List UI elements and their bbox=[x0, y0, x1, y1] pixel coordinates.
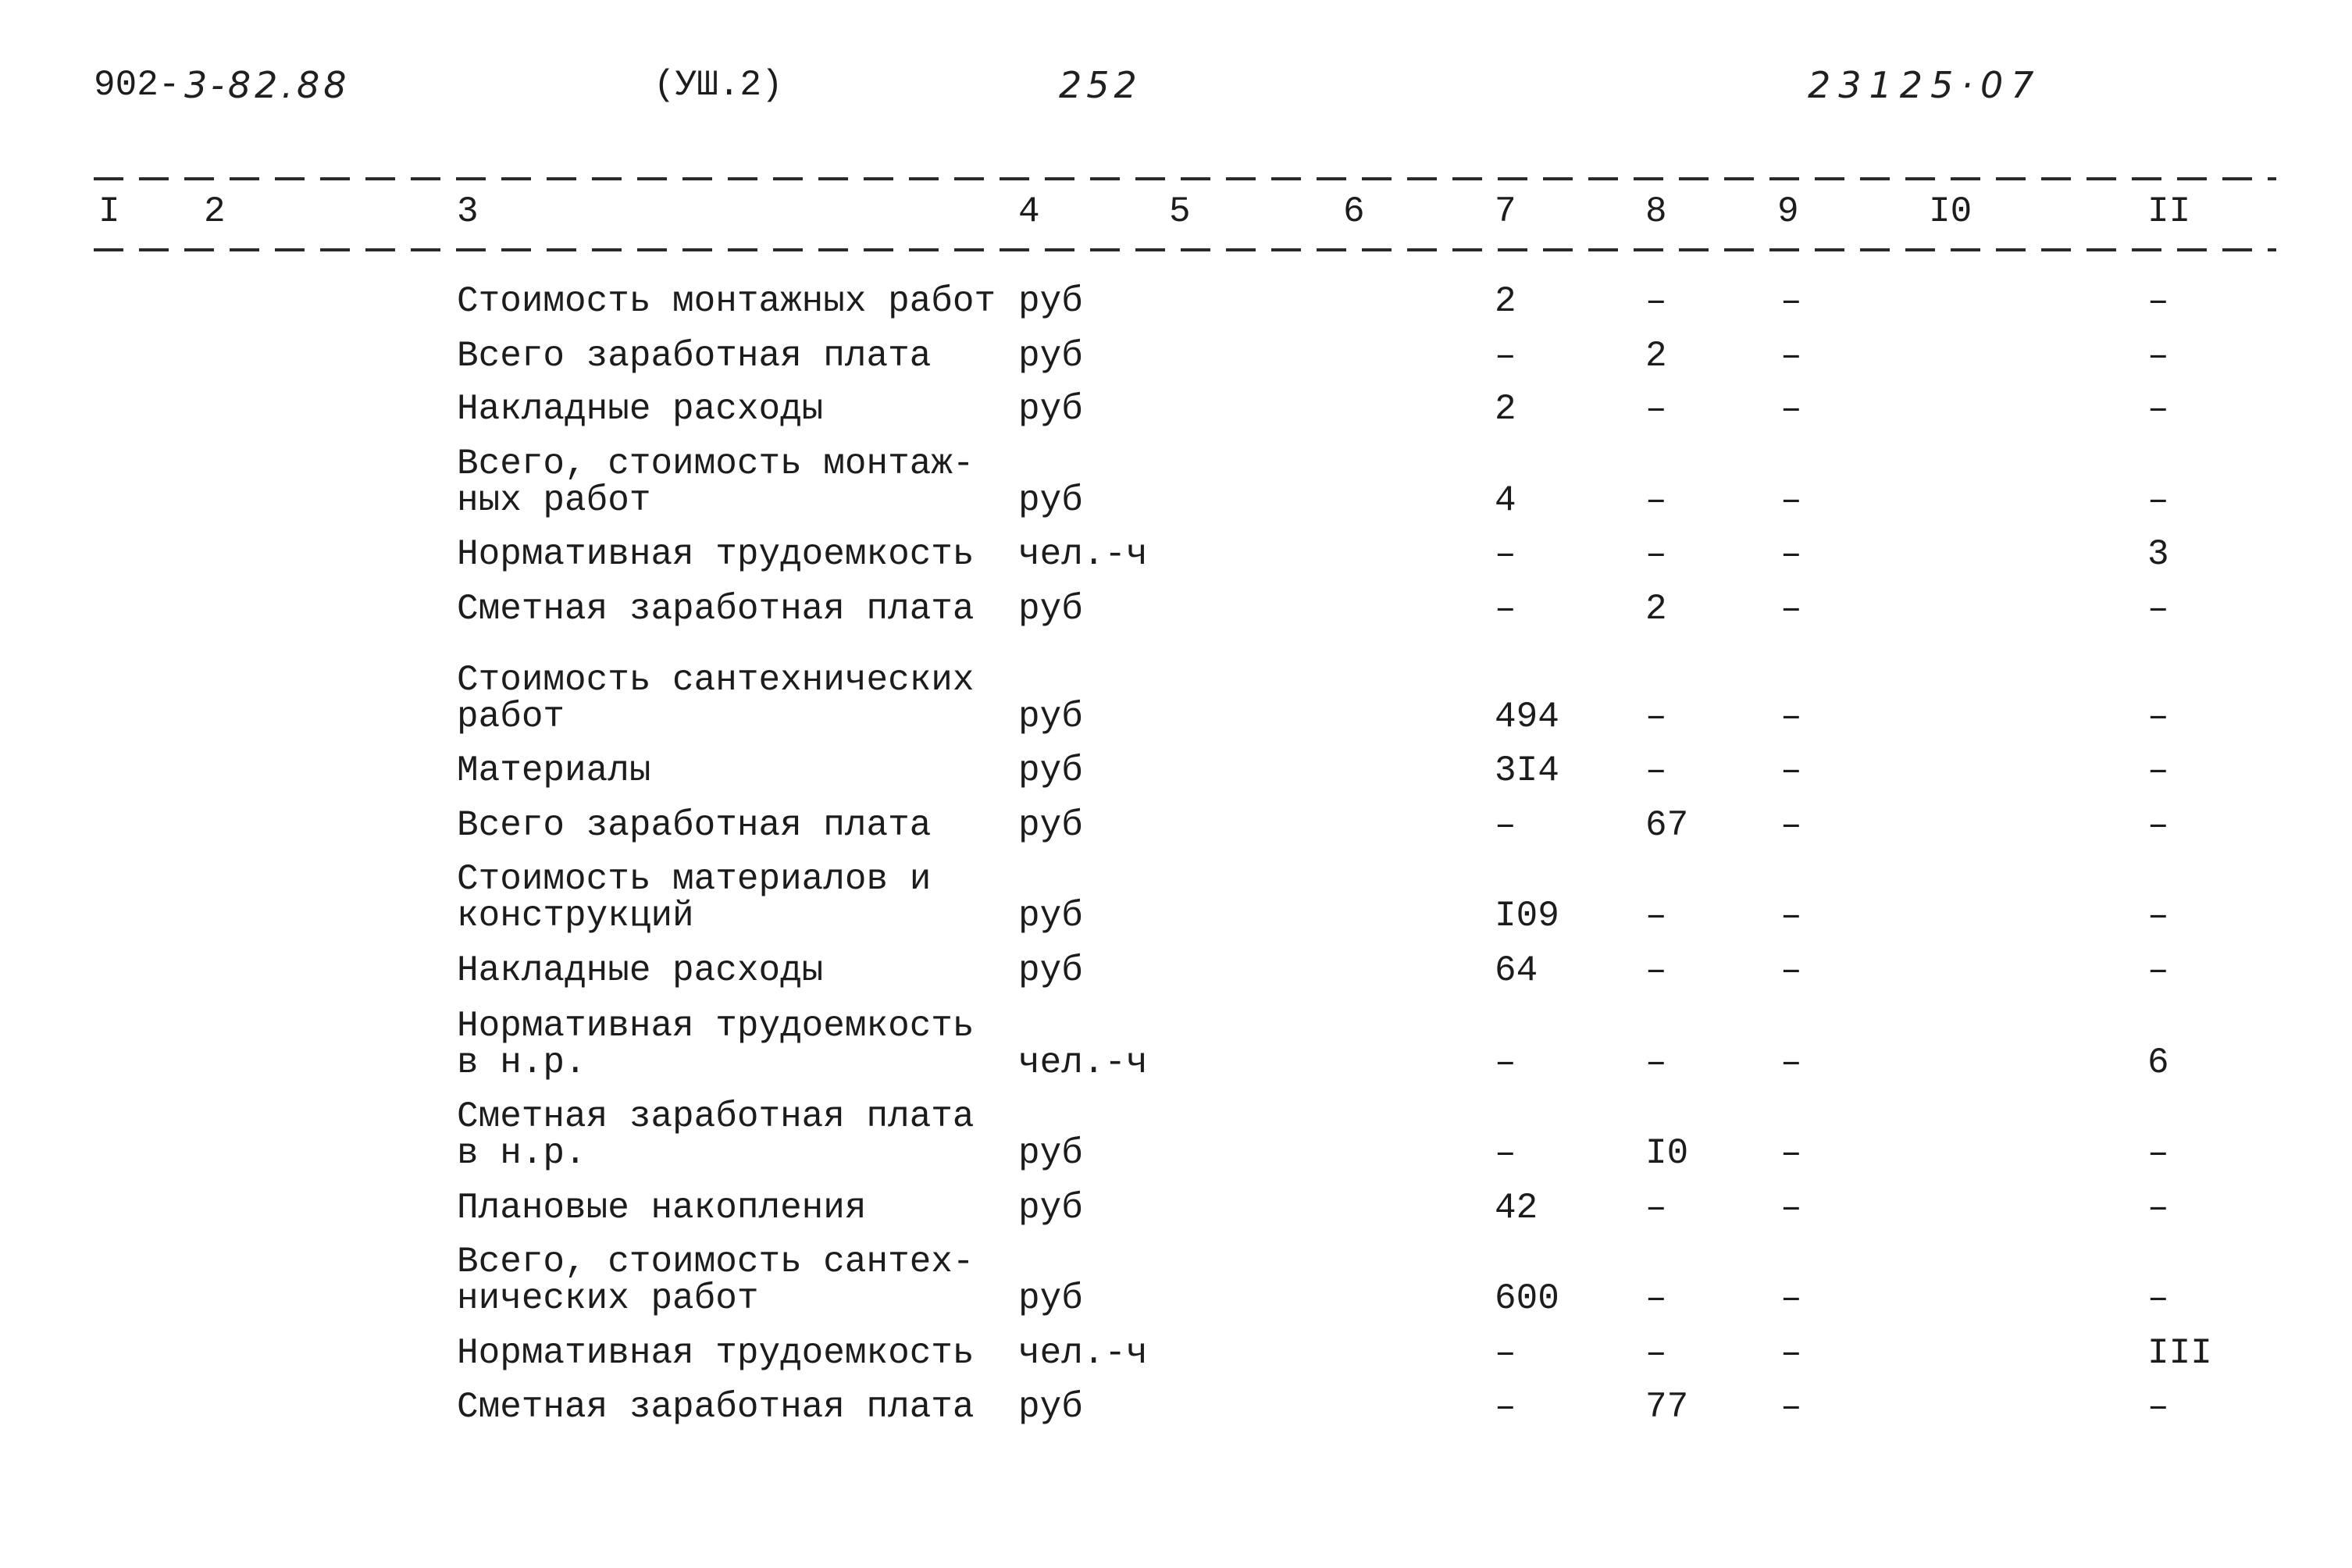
table-row bbox=[0, 1096, 2352, 1174]
column-header-9: 9 bbox=[1777, 191, 1799, 232]
col7-cell: 2 bbox=[1495, 389, 1516, 429]
row-label-line: Материалы bbox=[457, 750, 651, 791]
section-number: (УШ.2) bbox=[654, 65, 783, 105]
col7-cell: – bbox=[1495, 1133, 1516, 1174]
document-code-printed: 902- bbox=[94, 65, 180, 105]
col9-cell: – bbox=[1780, 389, 1802, 429]
col7-cell: 494 bbox=[1495, 697, 1559, 737]
row-label bbox=[457, 391, 2352, 428]
table-row bbox=[0, 446, 2352, 519]
col9-cell: – bbox=[1780, 281, 1802, 322]
col9-cell: – bbox=[1780, 1278, 1802, 1319]
table-row bbox=[0, 391, 2352, 428]
column-header-10: I0 bbox=[1929, 191, 1972, 232]
unit-cell: руб bbox=[1018, 896, 1083, 936]
table-row bbox=[0, 1335, 2352, 1372]
row-label-line: Стоимость монтажных работ bbox=[457, 281, 996, 322]
row-label bbox=[457, 1096, 2352, 1174]
row-label-line: Нормативная трудоемкость bbox=[457, 1006, 975, 1046]
row-label bbox=[457, 1244, 2352, 1317]
col9-cell: – bbox=[1780, 697, 1802, 737]
col9-cell: – bbox=[1780, 805, 1802, 846]
unit-cell: руб bbox=[1018, 950, 1083, 991]
row-label-line: Стоимость материалов и bbox=[457, 859, 932, 900]
column-header-1: I bbox=[98, 191, 120, 232]
column-header-8: 8 bbox=[1645, 191, 1667, 232]
col8-cell: – bbox=[1645, 1042, 1667, 1083]
unit-cell: руб bbox=[1018, 389, 1083, 429]
col8-cell: – bbox=[1645, 480, 1667, 521]
col11-cell: – bbox=[2147, 750, 2169, 791]
row-label bbox=[457, 283, 2352, 320]
col7-cell: 600 bbox=[1495, 1278, 1559, 1319]
row-label-line: работ bbox=[457, 697, 565, 737]
page-number: 252 bbox=[1059, 64, 1142, 106]
column-header-2: 2 bbox=[204, 191, 226, 232]
col8-cell: 77 bbox=[1645, 1387, 1689, 1427]
row-label bbox=[457, 1190, 2352, 1227]
col7-cell: – bbox=[1495, 1042, 1516, 1083]
row-label bbox=[457, 950, 2352, 991]
row-label-line: в н.р. bbox=[457, 1042, 586, 1083]
row-label bbox=[457, 750, 2352, 791]
col11-cell: – bbox=[2147, 389, 2169, 429]
col8-cell: – bbox=[1645, 1188, 1667, 1228]
row-label bbox=[457, 861, 2352, 935]
col11-cell: – bbox=[2147, 1387, 2169, 1427]
col11-cell: – bbox=[2147, 336, 2169, 376]
table-row bbox=[0, 1389, 2352, 1426]
col8-cell: 67 bbox=[1645, 805, 1689, 846]
col7-cell: – bbox=[1495, 336, 1516, 376]
col11-cell: – bbox=[2147, 896, 2169, 936]
unit-cell: чел.-ч bbox=[1018, 534, 1148, 575]
col9-cell: – bbox=[1780, 950, 1802, 991]
col8-cell: – bbox=[1645, 1333, 1667, 1374]
col11-cell: – bbox=[2147, 697, 2169, 737]
col9-cell: – bbox=[1780, 1387, 1802, 1427]
unit-cell: руб bbox=[1018, 589, 1083, 629]
unit-cell: руб bbox=[1018, 1188, 1083, 1228]
col11-cell: – bbox=[2147, 950, 2169, 991]
col11-cell: 3 bbox=[2147, 534, 2169, 575]
col9-cell: – bbox=[1780, 896, 1802, 936]
row-label-line: Плановые накопления bbox=[457, 1188, 867, 1228]
unit-cell: руб bbox=[1018, 697, 1083, 737]
col8-cell: – bbox=[1645, 534, 1667, 575]
table-row bbox=[0, 1244, 2352, 1317]
row-label-line: Стоимость сантехнических bbox=[457, 660, 975, 700]
table-row bbox=[0, 591, 2352, 628]
row-label bbox=[457, 536, 2352, 573]
col7-cell: 4 bbox=[1495, 480, 1516, 521]
unit-cell: руб bbox=[1018, 281, 1083, 322]
column-header-6: 6 bbox=[1343, 191, 1365, 232]
col8-cell: 2 bbox=[1645, 336, 1667, 376]
column-header-7: 7 bbox=[1495, 191, 1516, 232]
col7-cell: 64 bbox=[1495, 950, 1538, 991]
unit-cell: руб bbox=[1018, 1387, 1083, 1427]
col7-cell: – bbox=[1495, 1387, 1516, 1427]
row-label-line: ных работ bbox=[457, 480, 651, 521]
col11-cell: – bbox=[2147, 1133, 2169, 1174]
row-label-line: конструкций bbox=[457, 896, 694, 936]
unit-cell: руб bbox=[1018, 750, 1083, 791]
col11-cell: – bbox=[2147, 480, 2169, 521]
col8-cell: – bbox=[1645, 697, 1667, 737]
row-label bbox=[457, 338, 2352, 375]
unit-cell: руб bbox=[1018, 480, 1083, 521]
col8-cell: – bbox=[1645, 281, 1667, 322]
row-label-line: Всего, стоимость сантех- bbox=[457, 1242, 975, 1282]
col11-cell: – bbox=[2147, 281, 2169, 322]
column-header-3: 3 bbox=[457, 191, 479, 232]
row-label bbox=[457, 591, 2352, 628]
row-label-line: Всего заработная плата bbox=[457, 336, 932, 376]
col8-cell: – bbox=[1645, 389, 1667, 429]
column-header-4: 4 bbox=[1018, 191, 1040, 232]
col8-cell: – bbox=[1645, 950, 1667, 991]
col7-cell: 42 bbox=[1495, 1188, 1538, 1228]
table-row bbox=[0, 338, 2352, 375]
col8-cell: I0 bbox=[1645, 1133, 1689, 1174]
col9-cell: – bbox=[1780, 534, 1802, 575]
unit-cell: руб bbox=[1018, 1133, 1083, 1174]
table-row bbox=[0, 1008, 2352, 1082]
row-label-line: Сметная заработная плата bbox=[457, 1387, 975, 1427]
row-label-line: Нормативная трудоемкость bbox=[457, 1333, 975, 1374]
col9-cell: – bbox=[1780, 480, 1802, 521]
col8-cell: – bbox=[1645, 896, 1667, 936]
document-number: 23125·07 bbox=[1808, 64, 2042, 106]
table-row bbox=[0, 1190, 2352, 1227]
col7-cell: – bbox=[1495, 805, 1516, 846]
col7-cell: – bbox=[1495, 534, 1516, 575]
header-rule-top bbox=[94, 177, 2276, 180]
unit-cell: руб bbox=[1018, 1278, 1083, 1319]
col9-cell: – bbox=[1780, 750, 1802, 791]
col7-cell: 3I4 bbox=[1495, 750, 1559, 791]
row-label-line: Накладные расходы bbox=[457, 950, 824, 991]
table-row bbox=[0, 807, 2352, 844]
col11-cell: – bbox=[2147, 805, 2169, 846]
unit-cell: руб bbox=[1018, 805, 1083, 846]
col7-cell: – bbox=[1495, 1333, 1516, 1374]
col9-cell: – bbox=[1780, 589, 1802, 629]
row-label bbox=[457, 446, 2352, 519]
table-row bbox=[0, 750, 2352, 791]
row-label-line: Сметная заработная плата bbox=[457, 589, 975, 629]
header-rule-bottom bbox=[94, 248, 2276, 251]
table-row bbox=[0, 861, 2352, 935]
column-header-5: 5 bbox=[1169, 191, 1191, 232]
unit-cell: чел.-ч bbox=[1018, 1333, 1148, 1374]
col8-cell: – bbox=[1645, 750, 1667, 791]
table-row bbox=[0, 950, 2352, 991]
unit-cell: руб bbox=[1018, 336, 1083, 376]
col8-cell: – bbox=[1645, 1278, 1667, 1319]
col7-cell: I09 bbox=[1495, 896, 1559, 936]
row-label-line: Всего заработная плата bbox=[457, 805, 932, 846]
col9-cell: – bbox=[1780, 1042, 1802, 1083]
col11-cell: – bbox=[2147, 589, 2169, 629]
col9-cell: – bbox=[1780, 1333, 1802, 1374]
column-header-11: II bbox=[2147, 191, 2191, 232]
col11-cell: III bbox=[2147, 1333, 2212, 1374]
col11-cell: – bbox=[2147, 1188, 2169, 1228]
col7-cell: 2 bbox=[1495, 281, 1516, 322]
row-label bbox=[457, 1389, 2352, 1426]
col7-cell: – bbox=[1495, 589, 1516, 629]
row-label bbox=[457, 1008, 2352, 1082]
row-label bbox=[457, 1335, 2352, 1372]
col9-cell: – bbox=[1780, 1188, 1802, 1228]
col9-cell: – bbox=[1780, 1133, 1802, 1174]
col11-cell: 6 bbox=[2147, 1042, 2169, 1083]
table-row bbox=[0, 283, 2352, 320]
table-row bbox=[0, 662, 2352, 736]
row-label-line: Сметная заработная плата bbox=[457, 1096, 975, 1137]
row-label-line: Нормативная трудоемкость bbox=[457, 534, 975, 575]
col11-cell: – bbox=[2147, 1278, 2169, 1319]
row-label bbox=[457, 807, 2352, 844]
document-code-handwritten: 3-82.88 bbox=[184, 64, 351, 106]
row-label bbox=[457, 662, 2352, 736]
row-label-line: Всего, стоимость монтаж- bbox=[457, 444, 975, 484]
row-label-line: нических работ bbox=[457, 1278, 759, 1319]
row-label-line: в н.р. bbox=[457, 1133, 586, 1174]
unit-cell: чел.-ч bbox=[1018, 1042, 1148, 1083]
col9-cell: – bbox=[1780, 336, 1802, 376]
col8-cell: 2 bbox=[1645, 589, 1667, 629]
table-row bbox=[0, 536, 2352, 573]
row-label-line: Накладные расходы bbox=[457, 389, 824, 429]
